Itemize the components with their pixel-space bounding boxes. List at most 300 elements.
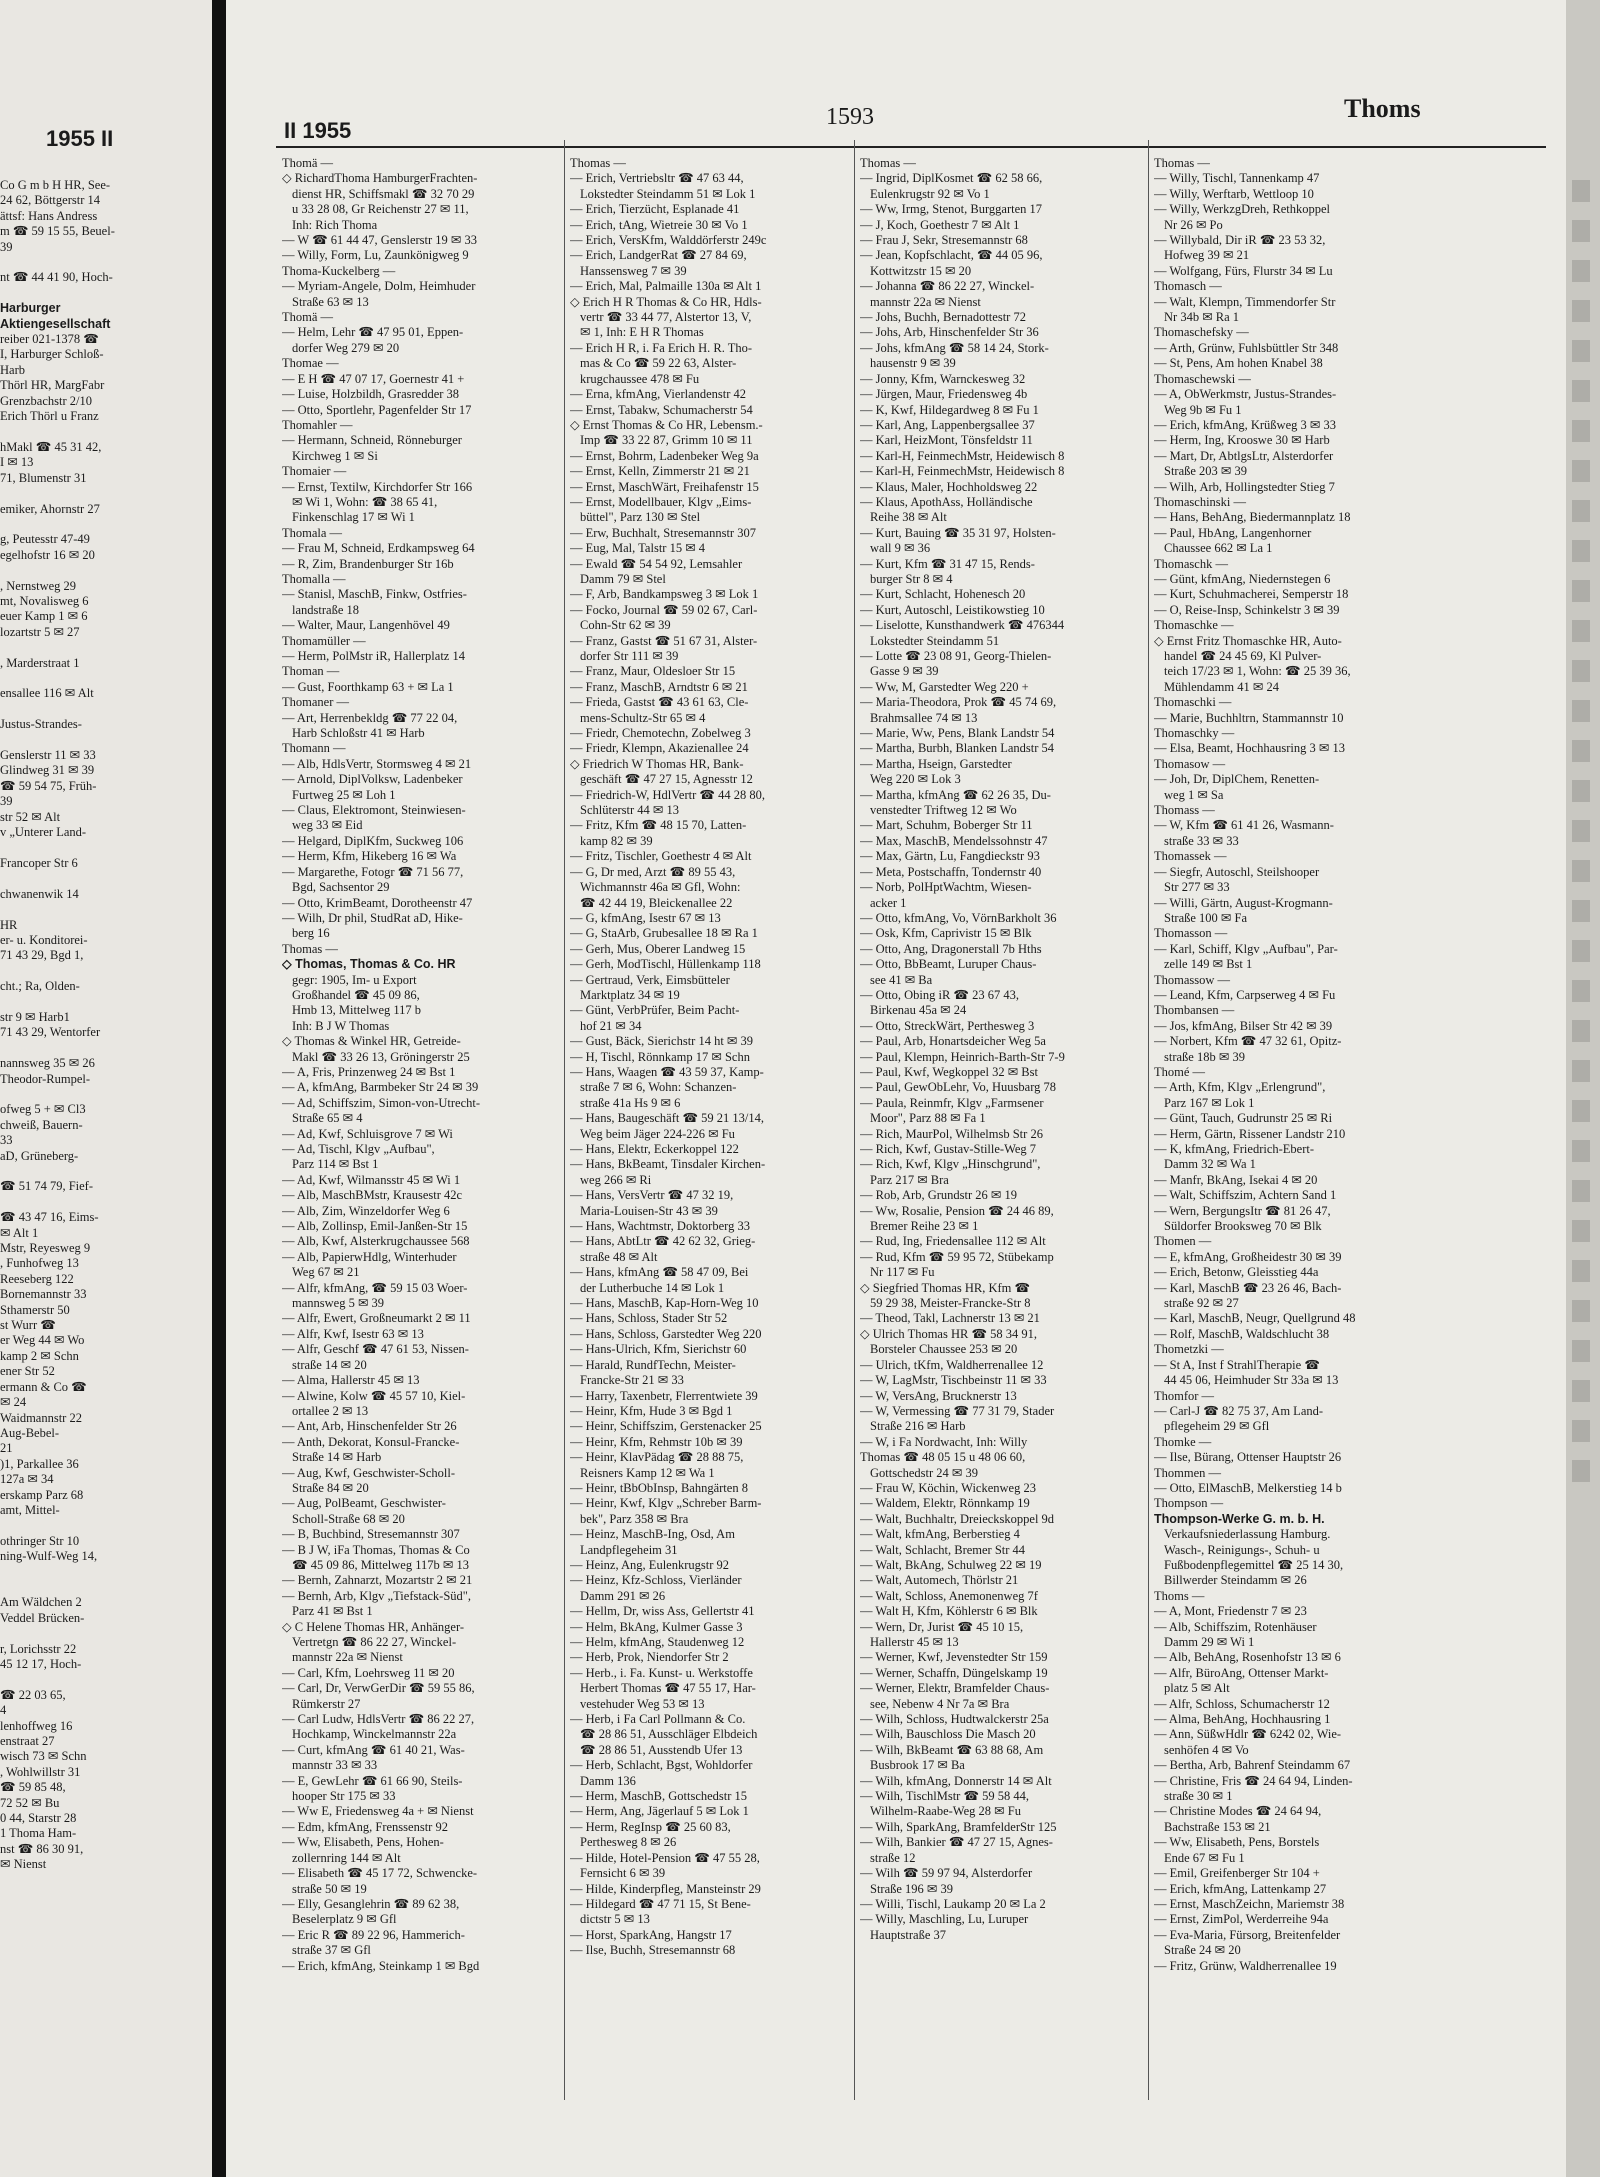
directory-entry-line: — Walt, Automech, Thörlstr 21: [860, 1573, 1019, 1588]
left-page-line: nst ☎ 86 30 91,: [0, 1841, 84, 1856]
page-number: 1593: [826, 104, 874, 130]
left-page-text: [0, 178, 205, 1873]
directory-entry-line: Furtweg 25 ✉ Loh 1: [292, 787, 396, 802]
directory-entry-line: — Alb, Zim, Winzeldorfer Weg 6: [282, 1203, 450, 1218]
directory-entry-line: — Erna, kfmAng, Vierlandenstr 42: [570, 387, 747, 402]
directory-entry-line: straße 33 ✉ 33: [1164, 833, 1239, 848]
directory-entry-line: — Karl, MaschB, Neugr, Quellgrund 48: [1154, 1311, 1356, 1326]
directory-entry-line: — Wern, Dr, Jurist ☎ 45 10 15,: [860, 1619, 1024, 1634]
directory-entry-line: — Emil, Greifenberger Str 104 +: [1154, 1866, 1320, 1881]
directory-entry-line: dictstr 5 ✉ 13: [580, 1912, 650, 1927]
directory-entry-line: — Alfr, Schloss, Schumacherstr 12: [1154, 1696, 1330, 1711]
surname-heading: Thomahler —: [282, 417, 353, 432]
left-page-line: [0, 1041, 205, 1056]
left-page-line: [0, 563, 205, 578]
directory-entry-line: — Erich H R, i. Fa Erich H. R. Tho-: [570, 340, 753, 355]
left-page-line: [0, 1580, 205, 1595]
left-page-line: [0, 486, 205, 501]
left-page-line: , Wohlwillstr 31: [0, 1764, 81, 1779]
left-page-line: [0, 1626, 205, 1641]
directory-entry-line: Parz 167 ✉ Lok 1: [1164, 1095, 1255, 1110]
directory-entry-line: Straße 63 ✉ 13: [292, 294, 369, 309]
directory-entry-line: Hanssensweg 7 ✉ 39: [580, 263, 687, 278]
left-page-line: Sthamerstr 50: [0, 1302, 70, 1317]
left-page-line: ✉ Nienst: [0, 1857, 47, 1872]
directory-entry-line: — Bertha, Arb, Bahrenf Steindamm 67: [1154, 1758, 1351, 1773]
directory-entry-line: Parz 41 ✉ Bst 1: [292, 1604, 373, 1619]
directory-entry-line: — Aug, Kwf, Geschwister-Scholl-: [282, 1465, 455, 1480]
directory-entry-line: Großhandel ☎ 45 09 86,: [292, 987, 420, 1002]
directory-entry-line: — E, kfmAng, Großheidestr 30 ✉ 39: [1154, 1249, 1342, 1264]
directory-entry-line: Wichmannstr 46a ✉ Gfl, Wohn:: [580, 880, 741, 895]
directory-entry-line: mannstr 33 ✉ 33: [292, 1758, 378, 1773]
directory-entry-line: — Elsa, Beamt, Hochhausring 3 ✉ 13: [1154, 741, 1345, 756]
directory-entry-line: — Horst, SparkAng, Hangstr 17: [570, 1927, 732, 1942]
directory-entry-line: — W, LagMstr, Tischbeinstr 11 ✉ 33: [860, 1373, 1047, 1388]
left-page-line: 24 62, Böttgerstr 14: [0, 193, 100, 208]
directory-entry-line: ◇ Ernst Thomas & Co HR, Lebensm.-: [570, 417, 763, 432]
directory-entry-line: der Lutherbuche 14 ✉ Lok 1: [580, 1280, 725, 1295]
directory-entry-line: — A, ObWerkmstr, Justus-Strandes-: [1154, 387, 1337, 402]
directory-entry-line: — Gerh, Mus, Oberer Landweg 15: [570, 941, 746, 956]
directory-entry-line: Parz 114 ✉ Bst 1: [292, 1157, 379, 1172]
directory-entry-line: Straße 196 ✉ 39: [870, 1881, 954, 1896]
directory-entry-line: Rümkerstr 27: [292, 1696, 361, 1711]
directory-entry-line: straße 14 ✉ 20: [292, 1357, 367, 1372]
directory-entry-line: Reihe 38 ✉ Alt: [870, 510, 947, 525]
directory-entry-line: — Paul, HbAng, Langenhorner: [1154, 525, 1312, 540]
left-page-line: [0, 255, 205, 270]
directory-entry-line: — W ☎ 61 44 47, Genslerstr 19 ✉ 33: [282, 233, 478, 248]
directory-entry-line: — W, VersAng, Brucknerstr 13: [860, 1388, 1017, 1403]
directory-entry-line: Eulenkrugstr 92 ✉ Vo 1: [870, 186, 990, 201]
directory-entry-line: — Heinz, Kfz-Schloss, Vierländer: [570, 1573, 742, 1588]
directory-entry-line: — Willy, Tischl, Tannenkamp 47: [1154, 171, 1320, 186]
left-page-line: mt, Novalisweg 6: [0, 593, 89, 608]
left-page-line: [0, 964, 205, 979]
directory-entry-line: straße 7 ✉ 6, Wohn: Schanzen-: [580, 1080, 737, 1095]
directory-entry-line: straße 50 ✉ 19: [292, 1881, 367, 1896]
directory-entry-line: — Paul, Klempn, Heinrich-Barth-Str 7-9: [860, 1049, 1065, 1064]
directory-entry-line: — Erich, kfmAng, Krüßweg 3 ✉ 33: [1154, 417, 1336, 432]
directory-entry-line: — Jürgen, Maur, Friedensweg 4b: [860, 387, 1028, 402]
directory-entry-line: Thompson-Werke G. m. b. H.: [1154, 1511, 1325, 1526]
directory-entry-line: Hauptstraße 37: [870, 1927, 947, 1942]
directory-entry-line: — Claus, Elektromont, Steinwiesen-: [282, 803, 466, 818]
directory-entry-line: — Werner, Elektr, Bramfelder Chaus-: [860, 1681, 1050, 1696]
left-page-line: [0, 1195, 205, 1210]
directory-entry-line: — Wilh, TischlMstr ☎ 59 58 44,: [860, 1789, 1030, 1804]
directory-entry-line: handel ☎ 24 45 69, Kl Pulver-: [1164, 649, 1322, 663]
directory-entry-line: — Hildegard ☎ 47 71 15, St Bene-: [570, 1896, 751, 1911]
left-page-line: reiber 021-1378 ☎: [0, 332, 99, 347]
directory-entry-line: weg 33 ✉ Eid: [292, 818, 363, 833]
directory-entry-line: Mühlendamm 41 ✉ 24: [1164, 679, 1279, 694]
directory-entry-line: Damm 136: [580, 1773, 636, 1788]
directory-entry-line: — Erich, LandgerRat ☎ 27 84 69,: [570, 248, 747, 263]
left-page-line: 71, Blumenstr 31: [0, 470, 87, 485]
directory-entry-line: ☎ 28 86 51, Ausschläger Elbdeich: [580, 1727, 758, 1742]
directory-entry-line: — Hans, MaschB, Kap-Horn-Weg 10: [570, 1296, 759, 1311]
left-page-line: ☎ 59 85 48,: [0, 1780, 66, 1795]
left-page-line: 0 44, Starstr 28: [0, 1811, 77, 1826]
directory-entry-line: — E, GewLehr ☎ 61 66 90, Steils-: [282, 1773, 463, 1788]
directory-entry-line: — Paul, Kwf, Wegkoppel 32 ✉ Bst: [860, 1064, 1038, 1079]
directory-entry-line: — Franz, Gastst ☎ 51 67 31, Alster-: [570, 633, 758, 648]
directory-entry-line: — Heinr, Kfm, Hude 3 ✉ Bgd 1: [570, 1403, 733, 1418]
directory-entry-line: — Heinr, Kwf, Klgv „Schreber Barm-: [570, 1496, 762, 1511]
directory-entry-line: Weg 9b ✉ Fu 1: [1164, 402, 1242, 417]
directory-entry-line: 44 45 06, Heimhuder Str 33a ✉ 13: [1164, 1373, 1339, 1388]
directory-entry-line: ◇ Siegfried Thomas HR, Kfm ☎: [860, 1280, 1031, 1295]
left-page-line: 45 12 17, Hoch-: [0, 1657, 82, 1671]
directory-entry-line: — Stanisl, MaschB, Finkw, Ostfries-: [282, 587, 467, 602]
directory-entry-line: wall 9 ✉ 36: [870, 541, 931, 556]
directory-entry-line: — Kurt, Bauing ☎ 35 31 97, Holsten-: [860, 525, 1056, 540]
directory-entry-line: — Jean, Kopfschlacht, ☎ 44 05 96,: [860, 248, 1043, 263]
directory-entry-line: — Siegfr, Autoschl, Steilshooper: [1154, 864, 1320, 879]
directory-entry-line: — Franz, Maur, Oldesloer Str 15: [570, 664, 736, 679]
directory-entry-line: — Hilde, Hotel-Pension ☎ 47 55 28,: [570, 1850, 760, 1865]
directory-entry-line: — Alfr, Ewert, Großneumarkt 2 ✉ 11: [282, 1311, 471, 1326]
directory-entry-line: büttel", Parz 130 ✉ Stel: [580, 510, 701, 525]
directory-entry-line: see 41 ✉ Ba: [870, 972, 933, 987]
directory-entry-line: — Alfr, Kwf, Isestr 63 ✉ 13: [282, 1326, 424, 1341]
directory-entry-line: Lokstedter Steindamm 51 ✉ Lok 1: [580, 186, 756, 201]
directory-entry-line: Ende 67 ✉ Fu 1: [1164, 1850, 1245, 1865]
directory-entry-line: straße 30 ✉ 1: [1164, 1789, 1233, 1804]
directory-entry-line: hof 21 ✉ 34: [580, 1018, 642, 1033]
directory-column-3: [860, 156, 1132, 1943]
surname-heading: Thomaschinski —: [1154, 494, 1247, 509]
left-page-line: , Funhofweg 13: [0, 1256, 79, 1271]
directory-entry-line: — Rud, Kfm ☎ 59 95 72, Stübekamp: [860, 1249, 1054, 1264]
directory-entry-line: — Anth, Dekorat, Konsul-Francke-: [282, 1434, 460, 1449]
directory-entry-line: — Carl Ludw, HdlsVertr ☎ 86 22 27,: [282, 1712, 475, 1727]
directory-entry-line: — Rich, Kwf, Klgv „Hinschgrund",: [860, 1157, 1041, 1172]
directory-entry-line: — Hans, BkBeamt, Tinsdaler Kirchen-: [570, 1157, 766, 1172]
directory-entry-line: — O, Reise-Insp, Schinkelstr 3 ✉ 39: [1154, 602, 1340, 617]
left-page-line: cht.; Ra, Olden-: [0, 979, 80, 994]
left-page-line: ning-Wulf-Weg 14,: [0, 1549, 98, 1564]
directory-entry-line: — F, Arb, Bandkampsweg 3 ✉ Lok 1: [570, 587, 759, 602]
directory-entry-line: — Karl, Ang, Lappenbergsallee 37: [860, 417, 1035, 432]
directory-entry-line: Chaussee 662 ✉ La 1: [1164, 541, 1273, 556]
directory-entry-line: Gasse 9 ✉ 39: [870, 664, 939, 679]
directory-entry-line: — Walt, kfmAng, Berberstieg 4: [860, 1527, 1020, 1542]
surname-heading: Thomas —: [570, 156, 626, 170]
directory-entry-line: — Wilh, BkBeamt ☎ 63 88 68, Am: [860, 1742, 1044, 1757]
left-page-line: ensallee 116 ✉ Alt: [0, 686, 94, 701]
directory-entry-line: Moor", Parz 88 ✉ Fa 1: [870, 1111, 986, 1126]
surname-heading: Thomassow —: [1154, 972, 1231, 987]
directory-entry-line: — K, kfmAng, Friedrich-Ebert-: [1154, 1142, 1315, 1156]
directory-entry-line: — Herb, Schlacht, Bgst, Wohldorfer: [570, 1758, 753, 1773]
directory-entry-line: Damm 79 ✉ Stel: [580, 571, 666, 586]
left-page-line: lenhoffweg 16: [0, 1718, 73, 1733]
left-page-line: chwanenwik 14: [0, 886, 79, 901]
directory-entry-line: — Ernst, Kelln, Zimmerstr 21 ✉ 21: [570, 464, 750, 479]
directory-entry-line: — J, Koch, Goethestr 7 ✉ Alt 1: [860, 217, 1020, 232]
left-page-line: [0, 640, 205, 655]
directory-entry-line: — Ad, Kwf, Wilmansstr 45 ✉ Wi 1: [282, 1172, 461, 1187]
left-page-line: 71 43 29, Bgd 1,: [0, 948, 84, 963]
directory-entry-line: — Herm, MaschB, Gottschedstr 15: [570, 1789, 748, 1804]
surname-heading: Thommen —: [1154, 1465, 1222, 1480]
left-page-line: 39: [0, 794, 13, 809]
left-page-line: wisch 73 ✉ Schn: [0, 1749, 87, 1764]
left-page-line: 127a ✉ 34: [0, 1472, 54, 1487]
directory-entry-line: — Walt, Buchhaltr, Dreieckskoppel 9d: [860, 1511, 1055, 1526]
directory-entry-line: — Rich, Kwf, Gustav-Stille-Weg 7: [860, 1142, 1037, 1156]
directory-entry-line: — Wilh, Schloss, Hudtwalckerstr 25a: [860, 1712, 1049, 1727]
directory-entry-line: — G, Dr med, Arzt ☎ 89 55 43,: [570, 864, 736, 879]
directory-entry-line: Straße 65 ✉ 4: [292, 1111, 363, 1126]
left-page-line: Aktiengesellschaft: [0, 316, 111, 331]
directory-entry-line: Bremer Reihe 23 ✉ 1: [870, 1219, 979, 1234]
directory-entry-line: Straße 14 ✉ Harb: [292, 1450, 382, 1465]
directory-entry-line: — Karl, Schiff, Klgv „Aufbau", Par-: [1154, 941, 1338, 956]
surname-heading: Thomalla —: [282, 571, 346, 586]
directory-entry-line: — Maria-Theodora, Prok ☎ 45 74 69,: [860, 695, 1057, 710]
directory-entry-line: — Gerh, ModTischl, Hüllenkamp 118: [570, 957, 761, 972]
left-page-line: ☎ 22 03 65,: [0, 1687, 66, 1702]
directory-entry-line: Str 277 ✉ 33: [1164, 880, 1230, 895]
directory-entry-line: — Herb., i. Fa. Kunst- u. Werkstoffe: [570, 1665, 753, 1680]
directory-entry-line: — Karl, MaschB ☎ 23 26 46, Bach-: [1154, 1280, 1342, 1295]
directory-entry-line: — Marie, Buchhltrn, Stammannstr 10: [1154, 710, 1344, 725]
directory-entry-line: — Harry, Taxenbetr, Flerrentwiete 39: [570, 1388, 758, 1403]
directory-entry-line: — Otto, BbBeamt, Luruper Chaus-: [860, 957, 1037, 972]
left-page-line: nannsweg 35 ✉ 26: [0, 1056, 95, 1071]
directory-entry-line: straße 12: [870, 1850, 916, 1865]
left-page-line: str 52 ✉ Alt: [0, 809, 61, 824]
left-page-line: , Marderstraat 1: [0, 655, 80, 670]
directory-entry-line: Fernsicht 6 ✉ 39: [580, 1866, 666, 1881]
directory-entry-line: — Ilse, Bürang, Ottenser Hauptstr 26: [1154, 1450, 1342, 1465]
directory-entry-line: — Joh, Dr, DiplChem, Renetten-: [1154, 772, 1320, 787]
directory-entry-line: — Bernh, Zahnarzt, Mozartstr 2 ✉ 21: [282, 1573, 473, 1588]
directory-entry-line: ◇ Ulrich Thomas HR ☎ 58 34 91,: [860, 1326, 1038, 1341]
surname-heading: Thoman —: [282, 664, 340, 679]
directory-entry-line: Perthesweg 8 ✉ 26: [580, 1835, 677, 1850]
left-page-line: ermann & Co ☎: [0, 1379, 87, 1394]
directory-entry-line: — Luise, Holzbildh, Grasredder 38: [282, 387, 460, 402]
directory-entry-line: — Ulrich, tKfm, Waldherrenallee 12: [860, 1357, 1044, 1372]
directory-entry-line: — Herb, Prok, Niendorfer Str 2: [570, 1650, 729, 1665]
directory-entry-line: — Wilh, Arb, Hollingstedter Stieg 7: [1154, 479, 1335, 494]
directory-entry-line: — Wilh, Bauschloss Die Masch 20: [860, 1727, 1036, 1742]
directory-entry-line: — Ernst, Textilw, Kirchdorfer Str 166: [282, 479, 473, 494]
directory-entry-line: zollernring 144 ✉ Alt: [292, 1850, 401, 1865]
left-page-line: g, Peutesstr 47-49: [0, 532, 90, 547]
directory-entry-line: mens-Schultz-Str 65 ✉ 4: [580, 710, 706, 725]
directory-entry-line: — Herm, Kfm, Hikeberg 16 ✉ Wa: [282, 849, 457, 864]
surname-heading: Thomaschk —: [1154, 556, 1228, 571]
directory-entry-line: — Ingrid, DiplKosmet ☎ 62 58 66,: [860, 171, 1043, 186]
left-page-line: nt ☎ 44 41 90, Hoch-: [0, 270, 113, 285]
directory-entry-line: — Leand, Kfm, Carpserweg 4 ✉ Fu: [1154, 987, 1336, 1002]
directory-entry-line: weg 1 ✉ Sa: [1164, 787, 1224, 802]
directory-entry-line: — Hans-Ulrich, Kfm, Sierichstr 60: [570, 1342, 747, 1357]
surname-heading: Thomfor —: [1154, 1388, 1215, 1403]
directory-entry-line: — A, kfmAng, Barmbeker Str 24 ✉ 39: [282, 1080, 479, 1095]
left-page-line: er- u. Konditorei-: [0, 932, 88, 947]
directory-entry-line: — Alwine, Kolw ☎ 45 57 10, Kiel-: [282, 1388, 466, 1403]
surname-heading: Thoma-Kuckelberg —: [282, 263, 396, 278]
directory-entry-line: pflegeheim 29 ✉ Gfl: [1164, 1419, 1270, 1434]
directory-entry-line: — Heinr, Schiffszim, Gerstenacker 25: [570, 1419, 762, 1434]
directory-entry-line: — Frau W, Köchin, Wickenweg 23: [860, 1480, 1036, 1495]
directory-entry-line: dorfer Weg 279 ✉ 20: [292, 340, 400, 355]
directory-entry-line: — Ernst, Tabakw, Schumacherstr 54: [570, 402, 753, 417]
left-page-line: v „Unterer Land-: [0, 825, 87, 840]
directory-entry-line: Verkaufsniederlassung Hamburg.: [1164, 1527, 1331, 1542]
left-page-line: 4: [0, 1703, 7, 1718]
left-page-line: [0, 425, 205, 440]
directory-entry-line: Imp ☎ 33 22 87, Grimm 10 ✉ 11: [580, 433, 753, 448]
directory-entry-line: bek", Parz 358 ✉ Bra: [580, 1511, 689, 1526]
column-divider: [1148, 140, 1149, 2100]
directory-entry-line: — K, Kwf, Hildegardweg 8 ✉ Fu 1: [860, 402, 1039, 417]
directory-entry-line: ◇ Thomas & Winkel HR, Getreide-: [282, 1034, 461, 1049]
directory-entry-line: — Erich, tAng, Wietreie 30 ✉ Vo 1: [570, 217, 748, 232]
surname-heading: Thomaschky —: [1154, 726, 1235, 741]
directory-entry-line: — Wolfgang, Fürs, Flurstr 34 ✉ Lu: [1154, 263, 1333, 278]
left-page-line: [0, 702, 205, 717]
surname-heading: Thomke —: [1154, 1434, 1212, 1449]
directory-entry-line: — Otto, Sportlehr, Pagenfelder Str 17: [282, 402, 472, 417]
left-page-line: [0, 1164, 205, 1179]
directory-entry-line: — Otto, kfmAng, Vo, VörnBarkholt 36: [860, 910, 1057, 925]
surname-heading: Thomaier —: [282, 464, 347, 479]
directory-entry-line: Straße 216 ✉ Harb: [870, 1419, 966, 1434]
directory-entry-line: — Johs, kfmAng ☎ 58 14 24, Stork-: [860, 340, 1049, 355]
directory-entry-line: — Art, Herrenbekldg ☎ 77 22 04,: [282, 710, 458, 725]
directory-entry-line: — Erich, Vertriebsltr ☎ 47 63 44,: [570, 171, 744, 186]
directory-entry-line: — Rolf, MaschB, Waldschlucht 38: [1154, 1326, 1330, 1341]
surname-heading: Thoms —: [1154, 1588, 1205, 1603]
directory-entry-line: — Erich, Tierzücht, Esplanade 41: [570, 202, 740, 217]
directory-entry-line: Nr 34b ✉ Ra 1: [1164, 310, 1240, 325]
directory-entry-line: — Walt, Schiffszim, Achtern Sand 1: [1154, 1188, 1337, 1203]
surname-heading: Thomasow —: [1154, 756, 1226, 771]
directory-entry-line: — Gertraud, Verk, Eimsbütteler: [570, 972, 730, 987]
directory-entry-line: — Otto, KrimBeamt, Dorotheenstr 47: [282, 895, 473, 910]
surname-heading: Thomala —: [282, 525, 343, 540]
directory-entry-line: — Hans, Schloss, Stader Str 52: [570, 1311, 728, 1326]
directory-entry-line: Finkenschlag 17 ✉ Wi 1: [292, 510, 415, 525]
header-rule: [276, 146, 1546, 148]
directory-entry-line: — Norb, PolHptWachtm, Wiesen-: [860, 880, 1032, 895]
left-page-line: euer Kamp 1 ✉ 6: [0, 609, 88, 624]
directory-entry-line: — Helm, Lehr ☎ 47 95 01, Eppen-: [282, 325, 464, 340]
directory-entry-line: — W, Vermessing ☎ 77 31 79, Stader: [860, 1403, 1055, 1418]
directory-entry-line: dienst HR, Schiffsmakl ☎ 32 70 29: [292, 186, 475, 201]
directory-entry-line: — Theod, Takl, Lachnerstr 13 ✉ 21: [860, 1311, 1040, 1326]
directory-entry-line: Damm 29 ✉ Wi 1: [1164, 1635, 1255, 1649]
directory-entry-line: — Hans, Waagen ☎ 43 59 37, Kamp-: [570, 1064, 764, 1079]
directory-entry-line: — Friedrich-W, HdlVertr ☎ 44 28 80,: [570, 787, 765, 802]
directory-entry-line: — Meta, Postschaffn, Tondernstr 40: [860, 864, 1042, 879]
directory-entry-line: — Alfr, BüroAng, Ottenser Markt-: [1154, 1665, 1329, 1680]
directory-column-2: [570, 156, 842, 1959]
left-page-line: Co G m b H HR, See-: [0, 178, 111, 192]
directory-entry-line: — W, i Fa Nordwacht, Inh: Willy: [860, 1434, 1028, 1449]
directory-entry-line: — A, Mont, Friedenstr 7 ✉ 23: [1154, 1604, 1307, 1619]
directory-entry-line: — Max, Gärtn, Lu, Fangdieckstr 93: [860, 849, 1040, 864]
directory-entry-line: — Christine Modes ☎ 24 64 94,: [1154, 1804, 1322, 1819]
directory-entry-line: Maria-Louisen-Str 43 ✉ 39: [580, 1203, 718, 1218]
directory-entry-line: Gottschedstr 24 ✉ 39: [870, 1465, 979, 1480]
directory-entry-line: — Kurt, Autoschl, Leistikowstieg 10: [860, 602, 1045, 617]
directory-entry-line: vertr ☎ 33 44 77, Alstertor 13, V,: [580, 310, 752, 325]
directory-entry-line: — Werner, Schaffn, Düngelskamp 19: [860, 1665, 1048, 1680]
directory-entry-line: — Ilse, Buchh, Stresemannstr 68: [570, 1943, 736, 1958]
directory-entry-line: — Martha, Burbh, Blanken Landstr 54: [860, 741, 1055, 756]
directory-entry-line: straße 92 ✉ 27: [1164, 1296, 1239, 1311]
directory-entry-line: Inh: B J W Thomas: [292, 1018, 390, 1033]
left-page-line: [0, 671, 205, 686]
directory-entry-line: — Johanna ☎ 86 22 27, Winckel-: [860, 279, 1035, 294]
surname-heading: Thomä —: [282, 310, 334, 325]
directory-entry-line: platz 5 ✉ Alt: [1164, 1681, 1230, 1696]
directory-entry-line: Borsteler Chaussee 253 ✉ 20: [870, 1342, 1018, 1357]
directory-entry-line: straße 41a Hs 9 ✉ 6: [580, 1095, 681, 1110]
surname-heading: Thomamüller —: [282, 633, 366, 648]
left-page-line: kamp 2 ✉ Schn: [0, 1348, 79, 1363]
directory-entry-line: ◇ Erich H R Thomas & Co HR, Hdls-: [570, 294, 762, 309]
left-page-line: 21: [0, 1441, 13, 1456]
directory-page: [226, 0, 1566, 2177]
left-page-line: ofweg 5 + ✉ Cl3: [0, 1102, 86, 1117]
directory-entry-line: Bgd, Sachsentor 29: [292, 880, 390, 895]
directory-entry-line: Marktplatz 34 ✉ 19: [580, 987, 680, 1002]
directory-entry-line: Nr 117 ✉ Fu: [870, 1265, 935, 1280]
directory-entry-line: Wasch-, Reinigungs-, Schuh- u: [1164, 1542, 1320, 1557]
column-divider: [854, 140, 855, 2100]
directory-entry-line: — Hermann, Schneid, Rönneburger: [282, 433, 462, 448]
directory-entry-line: — Wern, BergungsItr ☎ 81 26 47,: [1154, 1203, 1331, 1218]
left-page-line: ener Str 52: [0, 1364, 55, 1379]
directory-entry-line: — Heinz, Ang, Eulenkrugstr 92: [570, 1557, 730, 1572]
directory-entry-line: — Fritz, Tischler, Goethestr 4 ✉ Alt: [570, 849, 752, 864]
left-page-line: othringer Str 10: [0, 1533, 80, 1548]
left-page-line: ✉ Alt 1: [0, 1225, 39, 1240]
left-page-line: st Wurr ☎: [0, 1318, 56, 1333]
directory-entry-line: — Fritz, Kfm ☎ 48 15 70, Latten-: [570, 818, 747, 833]
directory-entry-line: — Herb, i Fa Carl Pollmann & Co.: [570, 1712, 746, 1727]
directory-entry-line: — Otto, Ang, Dragonerstall 7b Hths: [860, 941, 1042, 956]
directory-entry-line: Scholl-Straße 68 ✉ 20: [292, 1511, 405, 1526]
directory-entry-line: — Norbert, Kfm ☎ 47 32 61, Opitz-: [1154, 1034, 1342, 1049]
left-page-line: )1, Parkallee 36: [0, 1456, 79, 1471]
directory-entry-line: Herbert Thomas ☎ 47 55 17, Har-: [580, 1681, 756, 1696]
directory-entry-line: straße 48 ✉ Alt: [580, 1249, 658, 1264]
directory-entry-line: — Erich, VersKfm, Walddörferstr 249c: [570, 233, 767, 248]
left-page-line: [0, 733, 205, 748]
directory-entry-line: — Karl-H, FeinmechMstr, Heidewisch 8: [860, 464, 1065, 479]
directory-entry-line: Kirchweg 1 ✉ Si: [292, 448, 378, 463]
directory-entry-line: — R, Zim, Brandenburger Str 16b: [282, 556, 454, 571]
surname-heading: Thomas —: [282, 941, 338, 956]
surname-heading: Thomaschefsky —: [1154, 325, 1249, 340]
directory-entry-line: — Ww, Elisabeth, Pens, Hohen-: [282, 1835, 444, 1850]
surname-heading: Thomae —: [282, 356, 339, 371]
directory-entry-line: — Kurt, Schuhmacherei, Semperstr 18: [1154, 587, 1349, 602]
directory-entry-line: Süldorfer Brooksweg 70 ✉ Blk: [1164, 1219, 1322, 1234]
directory-entry-line: Landpflegeheim 31: [580, 1542, 678, 1557]
